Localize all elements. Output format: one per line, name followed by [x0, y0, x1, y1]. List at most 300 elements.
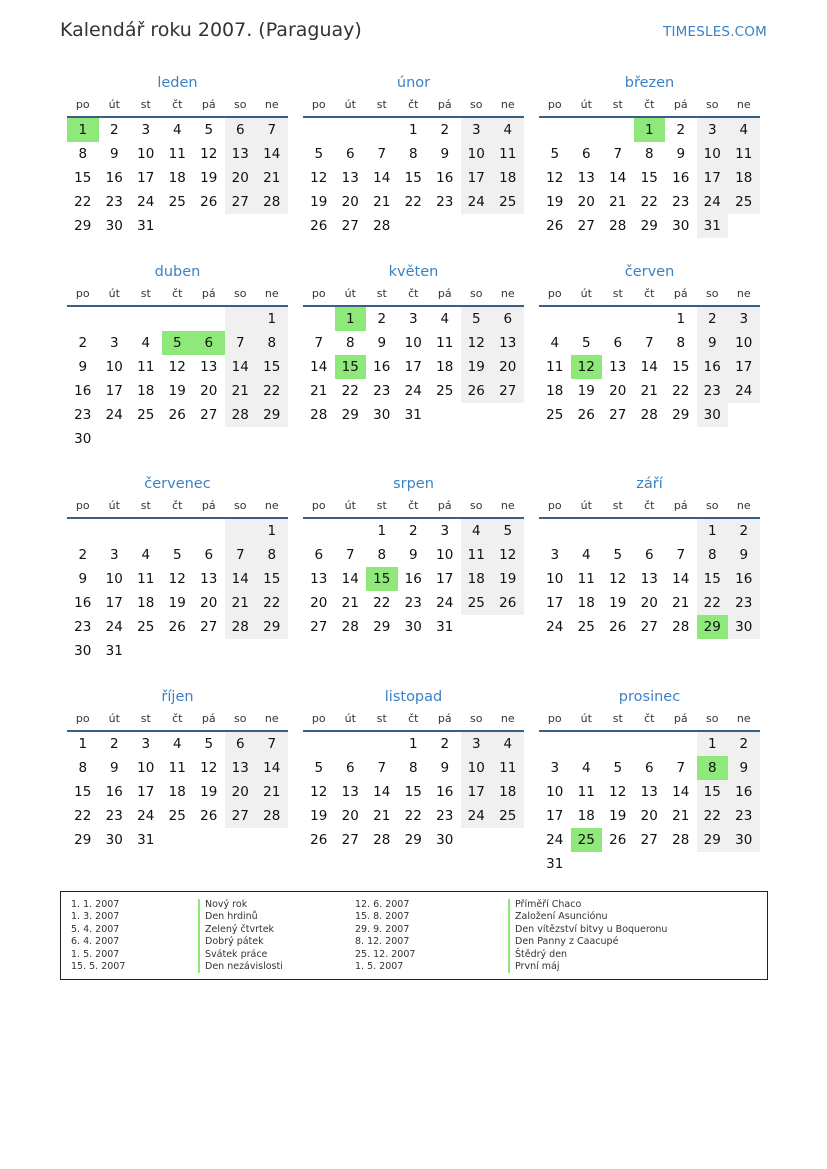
- day-cell[interactable]: 19: [492, 567, 524, 591]
- day-cell[interactable]: 11: [461, 543, 493, 567]
- day-cell[interactable]: 5: [461, 307, 493, 331]
- day-cell[interactable]: 12: [200, 146, 218, 162]
- day-cell[interactable]: 12: [168, 571, 186, 587]
- day-cell[interactable]: 16: [74, 383, 92, 399]
- day-cell[interactable]: 3: [550, 547, 560, 563]
- day-cell[interactable]: 19: [461, 355, 493, 379]
- day-cell[interactable]: 26: [200, 194, 218, 210]
- day-cell[interactable]: 9: [697, 331, 729, 355]
- day-cell[interactable]: 3: [141, 122, 151, 138]
- day-cell[interactable]: 4: [492, 118, 524, 142]
- day-cell[interactable]: 31: [697, 214, 729, 238]
- day-cell[interactable]: 24: [105, 619, 123, 635]
- day-cell[interactable]: 7: [345, 547, 355, 563]
- day-cell[interactable]: 19: [168, 595, 186, 611]
- day-cell[interactable]: 24: [137, 808, 155, 824]
- day-cell[interactable]: 8: [78, 760, 88, 776]
- day-cell[interactable]: 23: [436, 808, 454, 824]
- day-cell[interactable]: 2: [440, 122, 450, 138]
- day-cell[interactable]: 10: [436, 547, 454, 563]
- day-cell[interactable]: 5: [204, 122, 214, 138]
- day-cell[interactable]: 4: [461, 519, 493, 543]
- day-cell[interactable]: 7: [613, 146, 623, 162]
- day-cell[interactable]: 22: [256, 591, 288, 615]
- day-cell[interactable]: 5: [314, 146, 324, 162]
- day-cell[interactable]: 30: [728, 615, 760, 639]
- day-cell[interactable]: 21: [310, 383, 328, 399]
- day-cell[interactable]: 29: [256, 615, 288, 639]
- day-cell[interactable]: 22: [373, 595, 391, 611]
- day-cell[interactable]: 23: [728, 804, 760, 828]
- day-cell[interactable]: 26: [546, 218, 564, 234]
- day-cell[interactable]: 20: [200, 383, 218, 399]
- day-cell[interactable]: 18: [546, 383, 564, 399]
- day-cell[interactable]: 6: [581, 146, 591, 162]
- day-cell[interactable]: 26: [609, 832, 627, 848]
- day-cell[interactable]: 17: [105, 595, 123, 611]
- day-cell[interactable]: 3: [440, 523, 450, 539]
- day-cell[interactable]: 20: [492, 355, 524, 379]
- day-cell[interactable]: 13: [609, 359, 627, 375]
- day-cell[interactable]: 5: [162, 331, 194, 355]
- day-cell[interactable]: 25: [436, 383, 454, 399]
- day-cell[interactable]: 16: [436, 170, 454, 186]
- day-cell[interactable]: 24: [404, 383, 422, 399]
- day-cell[interactable]: 9: [109, 146, 119, 162]
- day-cell[interactable]: 7: [644, 335, 654, 351]
- day-cell[interactable]: 3: [728, 307, 760, 331]
- day-cell[interactable]: 26: [609, 619, 627, 635]
- day-cell[interactable]: 8: [377, 547, 387, 563]
- day-cell[interactable]: 16: [373, 359, 391, 375]
- day-cell[interactable]: 14: [609, 170, 627, 186]
- day-cell[interactable]: 9: [728, 756, 760, 780]
- day-cell[interactable]: 10: [546, 784, 564, 800]
- day-cell[interactable]: 30: [697, 403, 729, 427]
- day-cell[interactable]: 14: [672, 784, 690, 800]
- day-cell[interactable]: 16: [697, 355, 729, 379]
- day-cell[interactable]: 15: [404, 170, 422, 186]
- day-cell[interactable]: 11: [168, 146, 186, 162]
- day-cell[interactable]: 16: [728, 780, 760, 804]
- day-cell[interactable]: 4: [141, 335, 151, 351]
- day-cell[interactable]: 6: [613, 335, 623, 351]
- day-cell[interactable]: 30: [672, 218, 690, 234]
- day-cell[interactable]: 23: [74, 407, 92, 423]
- day-cell[interactable]: 10: [105, 571, 123, 587]
- day-cell[interactable]: 19: [200, 170, 218, 186]
- day-cell[interactable]: 12: [492, 543, 524, 567]
- day-cell[interactable]: 5: [550, 146, 560, 162]
- day-cell[interactable]: 20: [225, 780, 257, 804]
- day-cell[interactable]: 14: [373, 170, 391, 186]
- day-cell[interactable]: 13: [492, 331, 524, 355]
- day-cell[interactable]: 12: [168, 359, 186, 375]
- day-cell[interactable]: 30: [728, 828, 760, 852]
- day-cell[interactable]: 6: [193, 331, 225, 355]
- day-cell[interactable]: 22: [404, 194, 422, 210]
- day-cell[interactable]: 29: [74, 218, 92, 234]
- day-cell[interactable]: 1: [408, 736, 418, 752]
- day-cell[interactable]: 8: [345, 335, 355, 351]
- day-cell[interactable]: 1: [408, 122, 418, 138]
- day-cell[interactable]: 17: [404, 359, 422, 375]
- day-cell[interactable]: 4: [440, 311, 450, 327]
- day-cell[interactable]: 25: [571, 828, 603, 852]
- day-cell[interactable]: 7: [377, 760, 387, 776]
- day-cell[interactable]: 4: [728, 118, 760, 142]
- day-cell[interactable]: 13: [341, 784, 359, 800]
- day-cell[interactable]: 19: [609, 808, 627, 824]
- day-cell[interactable]: 24: [436, 595, 454, 611]
- day-cell[interactable]: 20: [341, 194, 359, 210]
- day-cell[interactable]: 26: [310, 832, 328, 848]
- day-cell[interactable]: 16: [74, 595, 92, 611]
- day-cell[interactable]: 17: [461, 780, 493, 804]
- day-cell[interactable]: 28: [373, 832, 391, 848]
- day-cell[interactable]: 10: [461, 756, 493, 780]
- day-cell[interactable]: 28: [256, 190, 288, 214]
- day-cell[interactable]: 2: [78, 547, 88, 563]
- day-cell[interactable]: 14: [672, 571, 690, 587]
- day-cell[interactable]: 9: [408, 547, 418, 563]
- day-cell[interactable]: 4: [581, 760, 591, 776]
- day-cell[interactable]: 13: [225, 142, 257, 166]
- day-cell[interactable]: 2: [78, 335, 88, 351]
- day-cell[interactable]: 18: [436, 359, 454, 375]
- day-cell[interactable]: 14: [341, 571, 359, 587]
- day-cell[interactable]: 29: [404, 832, 422, 848]
- day-cell[interactable]: 12: [200, 760, 218, 776]
- day-cell[interactable]: 9: [78, 571, 88, 587]
- day-cell[interactable]: 22: [697, 591, 729, 615]
- day-cell[interactable]: 27: [640, 619, 658, 635]
- day-cell[interactable]: 7: [377, 146, 387, 162]
- day-cell[interactable]: 4: [550, 335, 560, 351]
- day-cell[interactable]: 16: [105, 170, 123, 186]
- day-cell[interactable]: 18: [137, 595, 155, 611]
- day-cell[interactable]: 24: [137, 194, 155, 210]
- day-cell[interactable]: 10: [728, 331, 760, 355]
- day-cell[interactable]: 28: [672, 832, 690, 848]
- day-cell[interactable]: 4: [141, 547, 151, 563]
- day-cell[interactable]: 2: [440, 736, 450, 752]
- day-cell[interactable]: 6: [644, 760, 654, 776]
- day-cell[interactable]: 18: [137, 383, 155, 399]
- day-cell[interactable]: 3: [109, 335, 119, 351]
- day-cell[interactable]: 23: [105, 194, 123, 210]
- day-cell[interactable]: 14: [310, 359, 328, 375]
- day-cell[interactable]: 17: [137, 170, 155, 186]
- day-cell[interactable]: 19: [546, 194, 564, 210]
- day-cell[interactable]: 29: [672, 407, 690, 423]
- day-cell[interactable]: 6: [225, 732, 257, 756]
- day-cell[interactable]: 2: [109, 736, 119, 752]
- day-cell[interactable]: 27: [200, 407, 218, 423]
- day-cell[interactable]: 27: [341, 832, 359, 848]
- day-cell[interactable]: 15: [640, 170, 658, 186]
- day-cell[interactable]: 25: [492, 804, 524, 828]
- day-cell[interactable]: 26: [492, 591, 524, 615]
- day-cell[interactable]: 5: [492, 519, 524, 543]
- day-cell[interactable]: 25: [461, 591, 493, 615]
- day-cell[interactable]: 30: [404, 619, 422, 635]
- day-cell[interactable]: 22: [672, 383, 690, 399]
- day-cell[interactable]: 28: [310, 407, 328, 423]
- day-cell[interactable]: 20: [200, 595, 218, 611]
- day-cell[interactable]: 28: [640, 407, 658, 423]
- day-cell[interactable]: 17: [728, 355, 760, 379]
- day-cell[interactable]: 19: [310, 808, 328, 824]
- day-cell[interactable]: 11: [436, 335, 454, 351]
- day-cell[interactable]: 30: [105, 218, 123, 234]
- day-cell[interactable]: 12: [546, 170, 564, 186]
- day-cell[interactable]: 28: [341, 619, 359, 635]
- day-cell[interactable]: 4: [492, 732, 524, 756]
- day-cell[interactable]: 25: [137, 619, 155, 635]
- day-cell[interactable]: 18: [168, 170, 186, 186]
- day-cell[interactable]: 22: [697, 804, 729, 828]
- day-cell[interactable]: 3: [408, 311, 418, 327]
- day-cell[interactable]: 6: [492, 307, 524, 331]
- day-cell[interactable]: 3: [141, 736, 151, 752]
- day-cell[interactable]: 29: [697, 615, 729, 639]
- day-cell[interactable]: 17: [105, 383, 123, 399]
- day-cell[interactable]: 27: [577, 218, 595, 234]
- day-cell[interactable]: 9: [676, 146, 686, 162]
- day-cell[interactable]: 15: [672, 359, 690, 375]
- day-cell[interactable]: 11: [137, 359, 155, 375]
- day-cell[interactable]: 7: [676, 760, 686, 776]
- day-cell[interactable]: 29: [256, 403, 288, 427]
- day-cell[interactable]: 7: [676, 547, 686, 563]
- day-cell[interactable]: 12: [461, 331, 493, 355]
- day-cell[interactable]: 18: [492, 166, 524, 190]
- day-cell[interactable]: 11: [728, 142, 760, 166]
- day-cell[interactable]: 26: [461, 379, 493, 403]
- day-cell[interactable]: 8: [644, 146, 654, 162]
- day-cell[interactable]: 18: [492, 780, 524, 804]
- day-cell[interactable]: 24: [546, 619, 564, 635]
- day-cell[interactable]: 16: [436, 784, 454, 800]
- day-cell[interactable]: 7: [225, 543, 257, 567]
- day-cell[interactable]: 23: [373, 383, 391, 399]
- day-cell[interactable]: 8: [408, 760, 418, 776]
- day-cell[interactable]: 20: [341, 808, 359, 824]
- day-cell[interactable]: 20: [310, 595, 328, 611]
- day-cell[interactable]: 3: [109, 547, 119, 563]
- day-cell[interactable]: 9: [377, 335, 387, 351]
- day-cell[interactable]: 21: [373, 194, 391, 210]
- day-cell[interactable]: 26: [577, 407, 595, 423]
- day-cell[interactable]: 24: [105, 407, 123, 423]
- day-cell[interactable]: 22: [74, 808, 92, 824]
- day-cell[interactable]: 12: [609, 571, 627, 587]
- day-cell[interactable]: 5: [613, 547, 623, 563]
- day-cell[interactable]: 25: [546, 407, 564, 423]
- day-cell[interactable]: 6: [345, 760, 355, 776]
- day-cell[interactable]: 27: [492, 379, 524, 403]
- day-cell[interactable]: 14: [225, 567, 257, 591]
- day-cell[interactable]: 21: [373, 808, 391, 824]
- day-cell[interactable]: 27: [640, 832, 658, 848]
- day-cell[interactable]: 21: [225, 379, 257, 403]
- day-cell[interactable]: 17: [436, 571, 454, 587]
- day-cell[interactable]: 18: [728, 166, 760, 190]
- day-cell[interactable]: 13: [200, 571, 218, 587]
- day-cell[interactable]: 13: [225, 756, 257, 780]
- day-cell[interactable]: 18: [577, 595, 595, 611]
- day-cell[interactable]: 17: [697, 166, 729, 190]
- day-cell[interactable]: 28: [373, 218, 391, 234]
- day-cell[interactable]: 21: [640, 383, 658, 399]
- day-cell[interactable]: 8: [256, 543, 288, 567]
- day-cell[interactable]: 30: [105, 832, 123, 848]
- day-cell[interactable]: 28: [256, 804, 288, 828]
- day-cell[interactable]: 7: [256, 732, 288, 756]
- day-cell[interactable]: 29: [697, 828, 729, 852]
- day-cell[interactable]: 21: [256, 166, 288, 190]
- day-cell[interactable]: 29: [640, 218, 658, 234]
- day-cell[interactable]: 6: [345, 146, 355, 162]
- day-cell[interactable]: 6: [204, 547, 214, 563]
- day-cell[interactable]: 1: [676, 311, 686, 327]
- day-cell[interactable]: 8: [697, 543, 729, 567]
- day-cell[interactable]: 11: [492, 142, 524, 166]
- day-cell[interactable]: 1: [256, 307, 288, 331]
- day-cell[interactable]: 9: [78, 359, 88, 375]
- day-cell[interactable]: 2: [728, 519, 760, 543]
- day-cell[interactable]: 31: [546, 856, 564, 872]
- day-cell[interactable]: 1: [634, 118, 666, 142]
- day-cell[interactable]: 20: [609, 383, 627, 399]
- day-cell[interactable]: 6: [314, 547, 324, 563]
- day-cell[interactable]: 10: [105, 359, 123, 375]
- day-cell[interactable]: 12: [609, 784, 627, 800]
- day-cell[interactable]: 20: [640, 595, 658, 611]
- day-cell[interactable]: 13: [640, 784, 658, 800]
- day-cell[interactable]: 12: [571, 355, 603, 379]
- day-cell[interactable]: 9: [440, 146, 450, 162]
- day-cell[interactable]: 1: [67, 118, 99, 142]
- day-cell[interactable]: 21: [341, 595, 359, 611]
- day-cell[interactable]: 23: [105, 808, 123, 824]
- day-cell[interactable]: 3: [461, 118, 493, 142]
- day-cell[interactable]: 13: [577, 170, 595, 186]
- day-cell[interactable]: 6: [225, 118, 257, 142]
- day-cell[interactable]: 25: [137, 407, 155, 423]
- day-cell[interactable]: 4: [172, 122, 182, 138]
- day-cell[interactable]: 7: [314, 335, 324, 351]
- day-cell[interactable]: 16: [728, 567, 760, 591]
- day-cell[interactable]: 24: [697, 190, 729, 214]
- day-cell[interactable]: 21: [225, 591, 257, 615]
- day-cell[interactable]: 31: [404, 407, 422, 423]
- day-cell[interactable]: 6: [644, 547, 654, 563]
- brand-link[interactable]: TIMESLES.COM: [663, 24, 767, 40]
- day-cell[interactable]: 17: [546, 808, 564, 824]
- day-cell[interactable]: 23: [436, 194, 454, 210]
- day-cell[interactable]: 25: [492, 190, 524, 214]
- day-cell[interactable]: 25: [168, 194, 186, 210]
- day-cell[interactable]: 8: [697, 756, 729, 780]
- day-cell[interactable]: 23: [404, 595, 422, 611]
- day-cell[interactable]: 14: [225, 355, 257, 379]
- day-cell[interactable]: 25: [168, 808, 186, 824]
- day-cell[interactable]: 28: [672, 619, 690, 635]
- day-cell[interactable]: 13: [341, 170, 359, 186]
- day-cell[interactable]: 25: [728, 190, 760, 214]
- day-cell[interactable]: 16: [105, 784, 123, 800]
- day-cell[interactable]: 8: [78, 146, 88, 162]
- day-cell[interactable]: 21: [672, 595, 690, 611]
- day-cell[interactable]: 11: [492, 756, 524, 780]
- day-cell[interactable]: 1: [697, 519, 729, 543]
- day-cell[interactable]: 16: [672, 170, 690, 186]
- day-cell[interactable]: 24: [546, 832, 564, 848]
- day-cell[interactable]: 3: [697, 118, 729, 142]
- day-cell[interactable]: 10: [461, 142, 493, 166]
- day-cell[interactable]: 17: [546, 595, 564, 611]
- day-cell[interactable]: 20: [640, 808, 658, 824]
- day-cell[interactable]: 28: [225, 403, 257, 427]
- day-cell[interactable]: 18: [577, 808, 595, 824]
- day-cell[interactable]: 10: [137, 760, 155, 776]
- day-cell[interactable]: 26: [310, 218, 328, 234]
- day-cell[interactable]: 15: [697, 567, 729, 591]
- day-cell[interactable]: 31: [105, 643, 123, 659]
- day-cell[interactable]: 15: [74, 170, 92, 186]
- day-cell[interactable]: 7: [225, 331, 257, 355]
- day-cell[interactable]: 21: [672, 808, 690, 824]
- day-cell[interactable]: 10: [137, 146, 155, 162]
- day-cell[interactable]: 11: [577, 571, 595, 587]
- day-cell[interactable]: 8: [408, 146, 418, 162]
- day-cell[interactable]: 10: [697, 142, 729, 166]
- day-cell[interactable]: 15: [697, 780, 729, 804]
- day-cell[interactable]: 2: [728, 732, 760, 756]
- day-cell[interactable]: 26: [168, 619, 186, 635]
- day-cell[interactable]: 5: [613, 760, 623, 776]
- day-cell[interactable]: 22: [404, 808, 422, 824]
- day-cell[interactable]: 9: [728, 543, 760, 567]
- day-cell[interactable]: 10: [404, 335, 422, 351]
- day-cell[interactable]: 2: [676, 122, 686, 138]
- day-cell[interactable]: 29: [341, 407, 359, 423]
- day-cell[interactable]: 24: [461, 804, 493, 828]
- day-cell[interactable]: 14: [640, 359, 658, 375]
- day-cell[interactable]: 20: [577, 194, 595, 210]
- day-cell[interactable]: 10: [546, 571, 564, 587]
- day-cell[interactable]: 23: [672, 194, 690, 210]
- day-cell[interactable]: 21: [609, 194, 627, 210]
- day-cell[interactable]: 27: [341, 218, 359, 234]
- day-cell[interactable]: 3: [550, 760, 560, 776]
- day-cell[interactable]: 20: [225, 166, 257, 190]
- day-cell[interactable]: 1: [335, 307, 367, 331]
- day-cell[interactable]: 23: [74, 619, 92, 635]
- day-cell[interactable]: 3: [461, 732, 493, 756]
- day-cell[interactable]: 22: [256, 379, 288, 403]
- day-cell[interactable]: 31: [137, 832, 155, 848]
- day-cell[interactable]: 15: [404, 784, 422, 800]
- day-cell[interactable]: 14: [256, 756, 288, 780]
- day-cell[interactable]: 2: [408, 523, 418, 539]
- day-cell[interactable]: 1: [78, 736, 88, 752]
- day-cell[interactable]: 5: [581, 335, 591, 351]
- day-cell[interactable]: 12: [310, 784, 328, 800]
- day-cell[interactable]: 28: [225, 615, 257, 639]
